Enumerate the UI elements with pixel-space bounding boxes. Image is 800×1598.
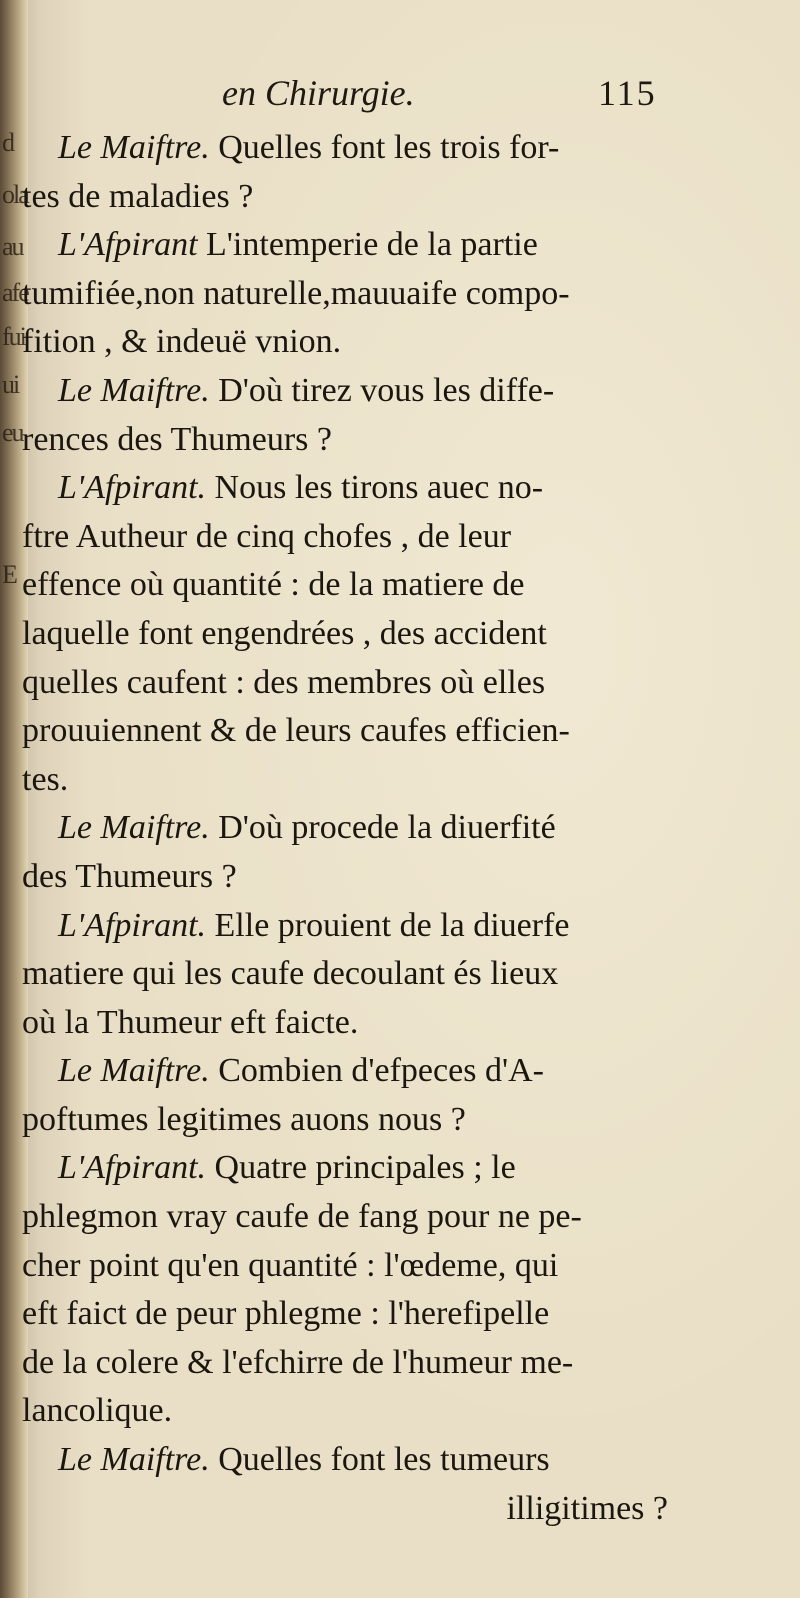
line-text: Quatre principales ; le [206, 1149, 516, 1187]
text-line [22, 1242, 672, 1291]
line-text: tes. [22, 760, 69, 798]
line-text: fition , & indeuë vnion. [22, 323, 342, 361]
line-text: lancolique. [22, 1392, 173, 1430]
line-text: matiere qui les caufe decoulant és lieux [22, 955, 559, 993]
line-text: illigitimes ? [506, 1489, 668, 1527]
text-line [22, 464, 672, 513]
text-line [22, 1193, 672, 1242]
line-text: tumifiée,non naturelle,mauuaife compo- [22, 274, 570, 312]
gutter-fragment: ui [2, 370, 19, 399]
line-text: eft faict de peur phlegme : l'herefipelle [22, 1295, 550, 1333]
text-line [22, 902, 672, 951]
line-text: Quelles font les tumeurs [209, 1441, 550, 1479]
speaker-name: L'Afpirant. [58, 469, 207, 507]
line-text: effence où quantité : de la matiere de [22, 566, 525, 604]
speaker-name: L'Afpirant. [58, 906, 207, 944]
line-text: phlegmon vray caufe de fang pour ne pe- [22, 1198, 582, 1236]
line-text: Combien d'efpeces d'A- [209, 1052, 544, 1090]
page-header [0, 72, 800, 122]
text-line [22, 561, 672, 610]
text-line [22, 659, 672, 708]
gutter-fragment: d [2, 128, 13, 157]
line-text: prouuiennent & de leurs caufes efficien- [22, 712, 570, 750]
line-text: L'intemperie de la partie [197, 226, 538, 264]
text-line [22, 270, 672, 319]
gutter-fragment: E [2, 560, 16, 589]
line-text: D'où tirez vous les diffe- [209, 371, 555, 409]
text-line [22, 367, 672, 416]
text-line [22, 1290, 672, 1339]
line-text: D'où procede la diuerfité [209, 809, 556, 847]
line-text: où la Thumeur eft faicte. [22, 1003, 359, 1041]
line-text: laquelle font engendrées , des accident [22, 614, 547, 652]
gutter-fragment: ola [2, 180, 28, 209]
gutter-fragment: eu [2, 418, 23, 447]
dialogue-text [22, 124, 672, 1533]
line-text: tes de maladies ? [22, 177, 254, 215]
running-title: en Chirurgie. [222, 73, 415, 113]
text-line [22, 1387, 672, 1436]
gutter-fragment: afe [2, 278, 28, 307]
text-line [22, 416, 672, 465]
text-line [22, 999, 672, 1048]
line-text: ftre Autheur de cinq chofes , de leur [22, 517, 512, 555]
text-line [22, 124, 672, 173]
speaker-name: Le Maiftre. [58, 1441, 210, 1479]
text-line [22, 1096, 672, 1145]
line-text: de la colere & l'efchirre de l'humeur me- [22, 1343, 574, 1381]
speaker-name: L'Afpirant. [58, 1149, 207, 1187]
gutter-fragment: au [2, 232, 23, 261]
line-text: des Thumeurs ? [22, 857, 237, 895]
speaker-name: Le Maiftre. [58, 371, 210, 409]
text-line [22, 318, 672, 367]
speaker-name: Le Maiftre. [58, 129, 210, 166]
text-line [22, 513, 672, 562]
text-line [22, 1436, 672, 1485]
line-text: Nous les tirons auec no- [206, 469, 544, 507]
speaker-name: Le Maiftre. [58, 809, 210, 847]
line-text: quelles caufent : des membres où elles [22, 663, 546, 701]
page-number: 115 [598, 73, 657, 113]
speaker-name: Le Maiftre. [58, 1052, 210, 1090]
text-line [22, 1485, 672, 1534]
text-line [22, 173, 672, 222]
text-line [22, 1144, 672, 1193]
text-line [22, 1339, 672, 1388]
line-text: Quelles font les trois for- [209, 129, 560, 166]
line-text: rences des Thumeurs ? [22, 420, 332, 458]
text-line [22, 756, 672, 805]
speaker-name: L'Afpirant [58, 226, 198, 264]
text-line [22, 804, 672, 853]
text-line [22, 853, 672, 902]
line-text: cher point qu'en quantité : l'œdeme, qui [22, 1246, 559, 1284]
line-text: poftumes legitimes auons nous ? [22, 1100, 466, 1138]
text-line [22, 610, 672, 659]
text-line [22, 707, 672, 756]
text-line [22, 1047, 672, 1096]
line-text: Elle prouient de la diuerfe [206, 906, 570, 944]
text-line [22, 950, 672, 999]
gutter-fragment: fui [2, 322, 25, 351]
text-line [22, 221, 672, 270]
